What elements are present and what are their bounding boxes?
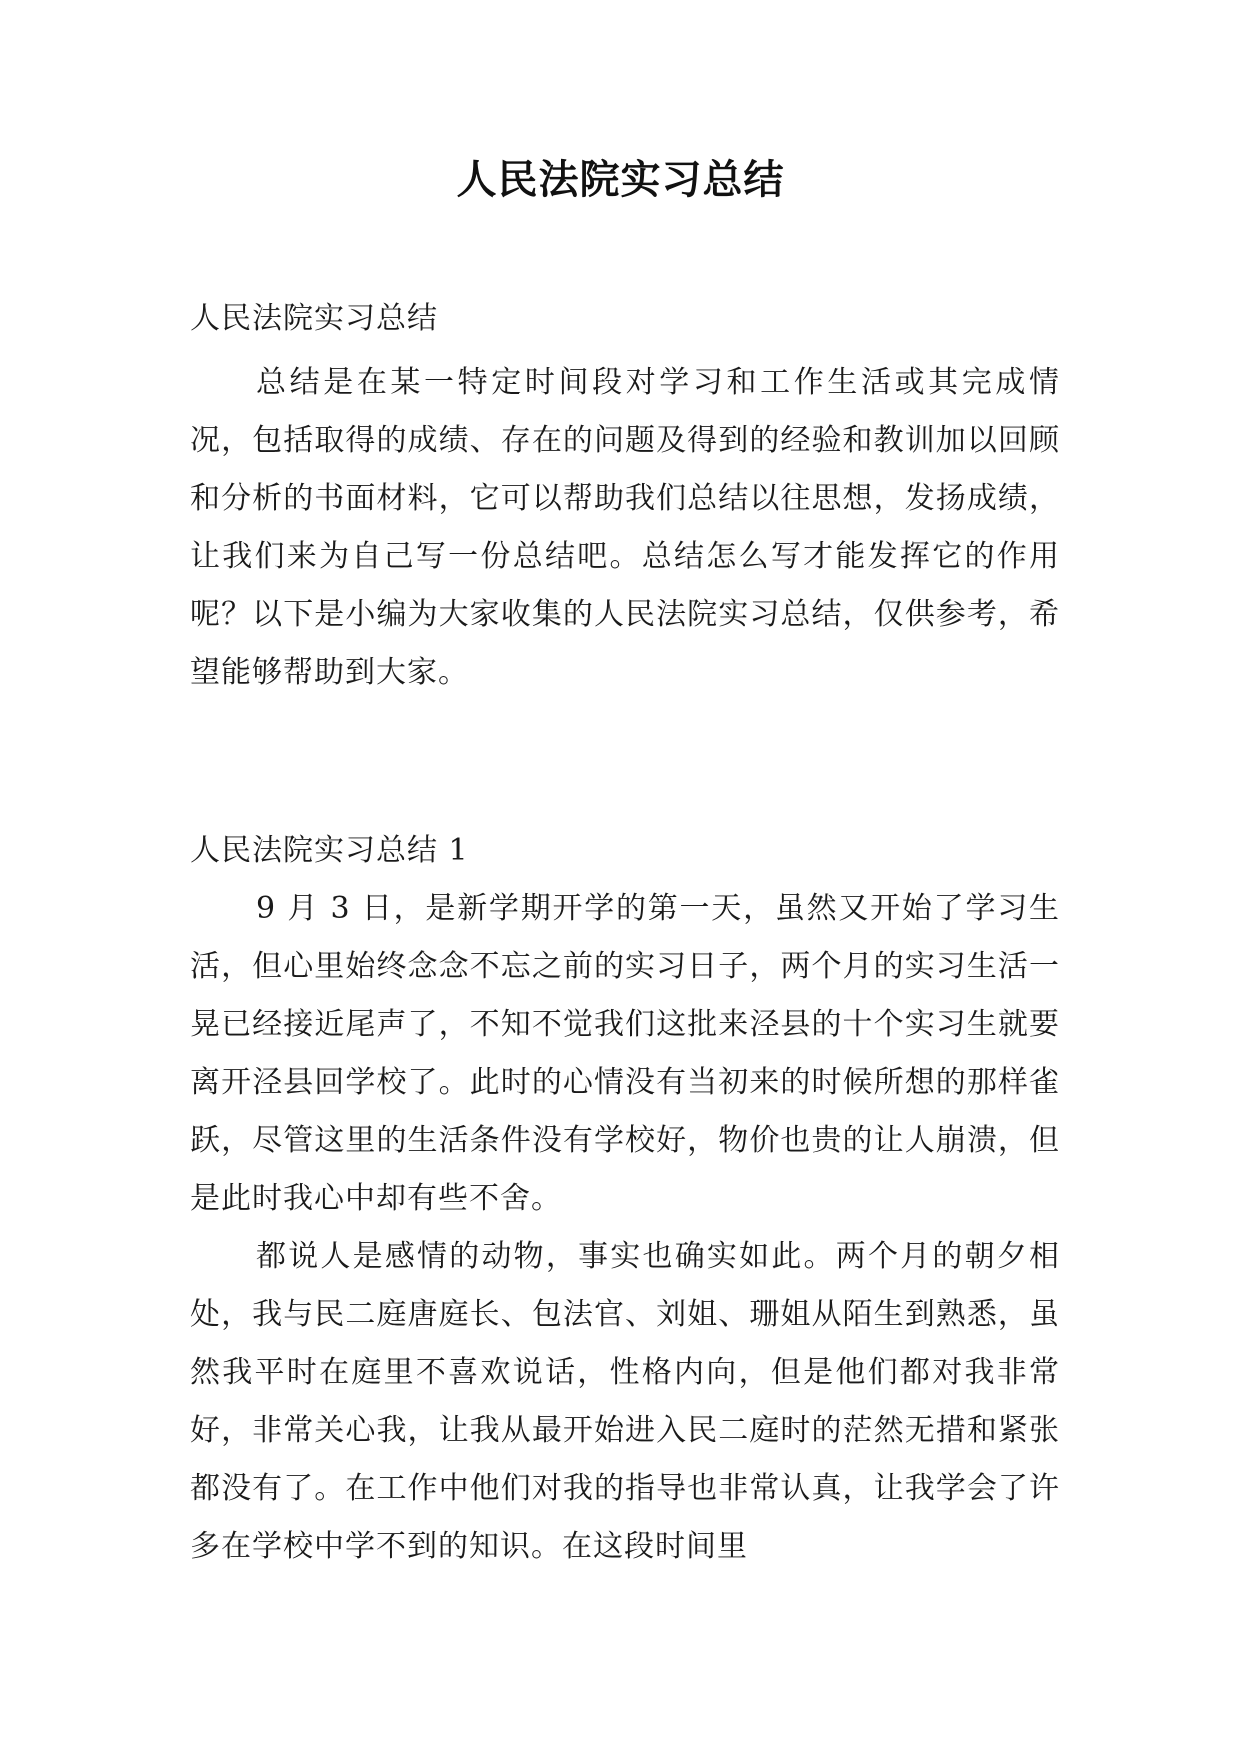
section-spacer	[190, 702, 1060, 822]
intro-paragraph: 总结是在某一特定时间段对学习和工作生活或其完成情况，包括取得的成绩、存在的问题及得到的经验和教训加以回顾和分析的书面材料，它可以帮助我们总结以往思想，发扬成绩，让我们来为自己写一份总结吧。总结怎么写才能发挥它的作用呢？以下是小编为大家收集的人民法院实习总结，仅供参考，希望能够帮助到大家。	[190, 365, 1060, 690]
document-body	[190, 290, 1060, 1576]
section1-paragraph-2: 都说人是感情的动物，事实也确实如此。两个月的朝夕相处，我与民二庭唐庭长、包法官、刘姐、珊姐从陌生到熟悉，虽然我平时在庭里不喜欢说话，性格内向，但是他们都对我非常好，非常关心我，让我从最开始进入民二庭时的茫然无措和紧张都没有了。在工作中他们对我的指导也非常认真，让我学会了许多在学校中学不到的知识。在这段时间里	[190, 1239, 1060, 1564]
document-title: 人民法院实习总结	[456, 157, 785, 203]
section1-paragraph-1: 9 月 3 日，是新学期开学的第一天，虽然又开始了学习生活，但心里始终念念不忘之前的实习日子，两个月的实习生活一晃已经接近尾声了，不知不觉我们这批来泾县的十个实习生就要离开泾县回学校了。此时的心情没有当初来的时候所想的那样雀跃，尽管这里的生活条件没有学校好，物价也贵的让人崩溃，但是此时我心中却有些不舍。	[190, 891, 1060, 1216]
intro-heading: 人民法院实习总结	[190, 301, 438, 336]
section1-heading: 人民法院实习总结 1	[190, 833, 469, 868]
